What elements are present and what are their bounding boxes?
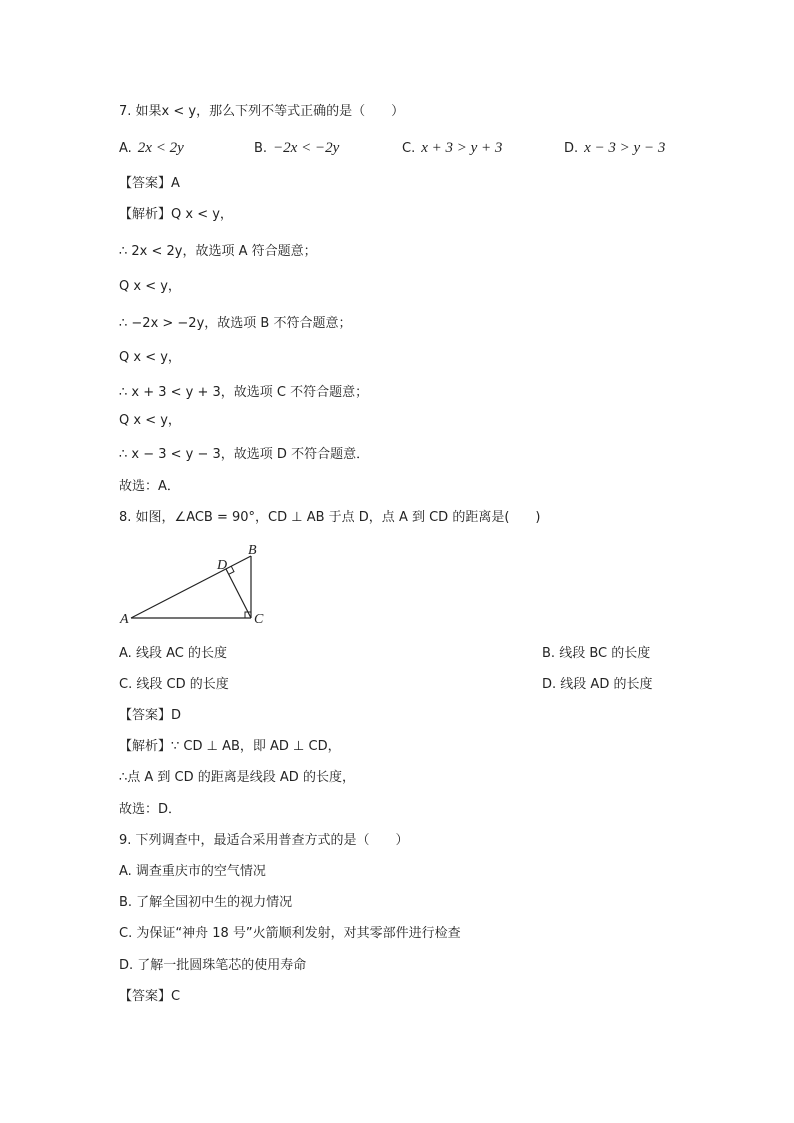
q9-option-d: D. 了解一批圆珠笔芯的使用寿命 (119, 958, 307, 973)
q8-option-b (542, 645, 650, 663)
q7-option-a (119, 139, 184, 158)
q8-option-d-letter: D. (542, 677, 557, 692)
segment-cd (226, 569, 251, 618)
q7-option-b-letter: B. (254, 141, 268, 156)
q7-analysis-line: Q x < y， (119, 350, 181, 365)
q7-option-d-letter: D. (564, 141, 579, 156)
q8-analysis-line: ∴点 A 到 CD 的距离是线段 AD 的长度， (119, 770, 355, 785)
q7-stem: 7. 如果x < y，那么下列不等式正确的是（ ） (119, 104, 405, 119)
q9-option-c: C. 为保证“神舟 18 号”火箭顺利发射，对其零部件进行检查 (119, 926, 461, 941)
q8-option-a (119, 645, 227, 663)
q8-analysis-line: 【解析】∵ CD ⊥ AB，即 AD ⊥ CD， (119, 739, 341, 754)
q9-option-b: B. 了解全国初中生的视力情况 (119, 895, 293, 910)
q7-analysis-line: 【解析】Q x < y， (119, 207, 233, 222)
q8-option-a-letter: A. (119, 646, 132, 661)
q8-answer: 【答案】D (119, 708, 182, 723)
segment-ab (131, 556, 251, 618)
q9-stem: 9. 下列调查中，最适合采用普查方式的是（ ） (119, 833, 409, 848)
label-c: C (254, 612, 264, 627)
q7-option-c (402, 139, 502, 158)
q8-option-b-letter: B. (542, 646, 556, 661)
q7-option-c-letter: C. (402, 141, 416, 156)
q7-option-d (564, 139, 665, 158)
q7-analysis-line: Q x < y， (119, 279, 181, 294)
q8-triangle-figure (119, 538, 279, 628)
q8-option-c (119, 676, 229, 694)
q8-stem: 8. 如图，∠ACB = 90°，CD ⊥ AB 于点 D，点 A 到 CD 的距离是( ) (119, 510, 541, 525)
q7-option-a-expr: 2x < 2y (137, 140, 184, 156)
q9-answer: 【答案】C (119, 989, 181, 1004)
q7-option-d-expr: x − 3 > y − 3 (584, 140, 666, 156)
q8-option-b-text: 线段 BC 的长度 (559, 646, 651, 661)
q9-option-a: A. 调查重庆市的空气情况 (119, 864, 266, 879)
q8-option-d-text: 线段 AD 的长度 (560, 677, 653, 692)
q7-option-a-letter: A. (119, 141, 132, 156)
q7-analysis-line: ∴ −2x > −2y，故选项 B 不符合题意； (119, 316, 352, 331)
q7-analysis-line: 故选：A． (119, 479, 180, 494)
q7-analysis-line: ∴ x − 3 < y − 3，故选项 D 不符合题意． (119, 447, 370, 462)
q7-analysis-line: Q x < y， (119, 413, 181, 428)
q8-option-c-letter: C. (119, 677, 133, 692)
q7-option-c-expr: x + 3 > y + 3 (421, 140, 503, 156)
q7-analysis-line: ∴ 2x < 2y，故选项 A 符合题意； (119, 244, 317, 259)
q7-option-b-expr: −2x < −2y (273, 140, 340, 156)
q8-option-c-text: 线段 CD 的长度 (136, 677, 229, 692)
q8-triangle-svg (119, 538, 279, 628)
q7-analysis-line: ∴ x + 3 < y + 3，故选项 C 不符合题意； (119, 385, 369, 400)
q7-option-b (254, 139, 339, 158)
q8-option-d (542, 676, 652, 694)
label-d: D (217, 558, 228, 573)
label-a: A (120, 612, 129, 627)
q8-option-a-text: 线段 AC 的长度 (135, 646, 227, 661)
q8-analysis-line: 故选：D． (119, 802, 182, 817)
q7-answer: 【答案】A (119, 176, 180, 191)
label-b: B (248, 543, 257, 558)
